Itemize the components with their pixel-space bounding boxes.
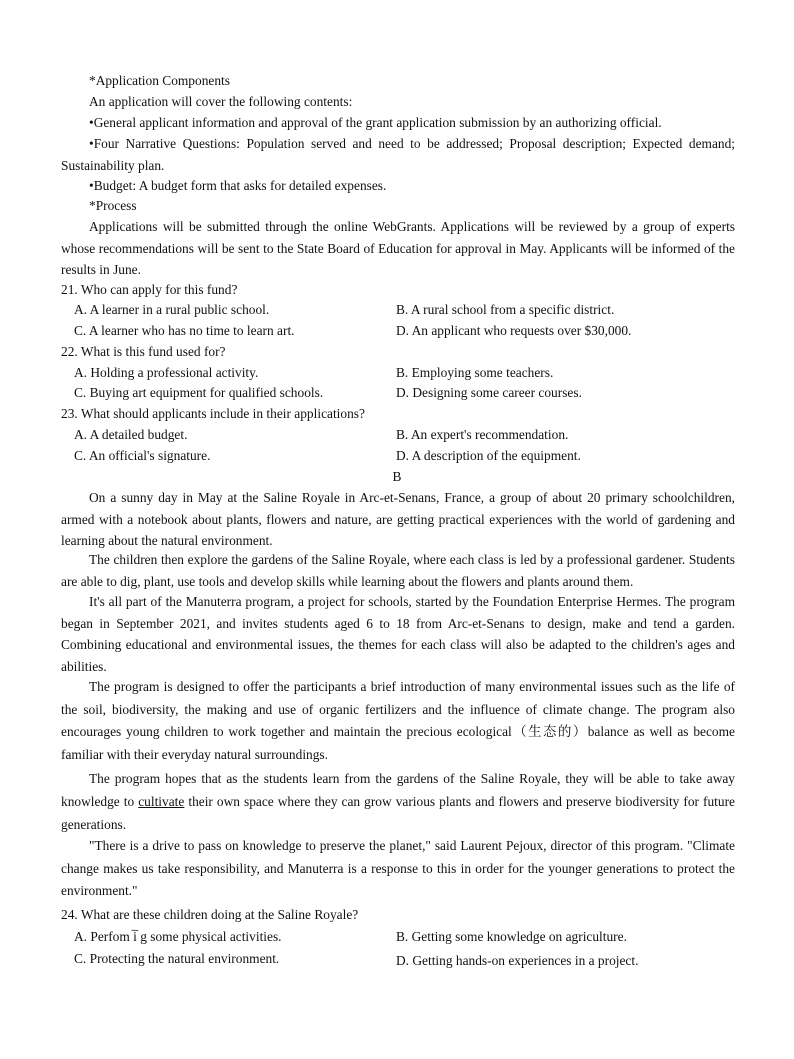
bullet-item: •Budget: A budget form that asks for detailed expenses. [89,178,387,193]
option-a[interactable]: A. A learner in a rural public school. [74,302,270,317]
passage-paragraph: It's all part of the Manuterra program, a project for schools, started by the Foundation Enterprise Hermes. The program began in September 2021, and invites students aged 6 to 18 from Arc-et-Senans to design, make and tend a garden. Combining educational and environmental issues, the themes for each class will also be adapted to the children's ages and abilities. [61,594,735,674]
question-stem: 22. What is this fund used for? [61,344,226,359]
components-heading: *Application Components [89,73,230,88]
option-a[interactable]: A. Holding a professional activity. [74,365,259,380]
option-c[interactable]: C. A learner who has no time to learn art. [74,323,295,338]
option-c[interactable]: C. Buying art equipment for qualified schools. [74,385,324,400]
process-paragraph: Applications will be submitted through the online WebGrants. Applications will be reviewed by a group of experts whose recommendations will be sent to the State Board of Education for approval in May. Applicants will be informed of the results in June. [61,219,735,278]
passage-quote: "There is a drive to pass on knowledge to preserve the planet," said Laurent Pejoux, director of this program. "Climate change makes us take responsibility, and Manuterra is a response to this in order for the younger generations to protect the environment." [61,838,735,898]
underlined-word: cultivate [138,794,185,809]
passage-text: The program hopes that as the students learn from the gardens of the Saline Royale, they will be able to take away knowledge to [61,771,735,809]
bullet-item: •Four Narrative Questions: Population served and need to be addressed; Proposal description; Expected demand; Sustainability plan. [61,136,735,173]
question-stem: 23. What should applicants include in their applications? [61,406,365,421]
option-b[interactable]: B. Getting some knowledge on agriculture. [396,929,627,944]
passage-paragraph: On a sunny day in May at the Saline Royale in Arc-et-Senans, France, a group of about 20 primary schoolchildren, armed with a notebook about plants, flowers and nature, are getting practical experiences with the world of gardening and learning about the natural environment. [61,490,735,549]
option-c[interactable]: C. An official's signature. [74,448,211,463]
option-b[interactable]: B. An expert's recommendation. [396,427,569,442]
option-d[interactable]: D. Designing some career courses. [396,385,582,400]
option-c[interactable]: C. Protecting the natural environment. [74,951,280,966]
option-a[interactable]: A. Perfom i̅ g some physical activities. [74,929,282,944]
question-stem: 21. Who can apply for this fund? [61,282,238,297]
section-b-label: B [392,469,402,484]
passage-paragraph [61,767,735,836]
passage-paragraph: The program is designed to offer the participants a brief introduction of many environmental issues such as the life of the soil, biodiversity, the making and use of organic fertilizers and the influence of climate change. The program also encourages young children to work together and maintain the precious ecological（生态的）balance as well as become familiar with their everyday natural surroundings. [61,679,735,762]
passage-text: their own space where they can grow various plants and flowers and preserve biodiversity for future generations. [61,794,735,832]
option-d[interactable]: D. Getting hands-on experiences in a project. [396,953,639,968]
option-a[interactable]: A. A detailed budget. [74,427,188,442]
option-b[interactable]: B. Employing some teachers. [396,365,554,380]
option-d[interactable]: D. A description of the equipment. [396,448,581,463]
question-stem: 24. What are these children doing at the Saline Royale? [61,907,359,922]
bullet-item: •General applicant information and approval of the grant application submission by an authorizing official. [89,115,662,130]
option-b[interactable]: B. A rural school from a specific district. [396,302,615,317]
components-intro: An application will cover the following contents: [89,94,353,109]
option-d[interactable]: D. An applicant who requests over $30,000. [396,323,632,338]
passage-paragraph: The children then explore the gardens of the Saline Royale, where each class is led by a professional gardener. Students are able to dig, plant, use tools and develop skills while learning about the flowers and plants around them. [61,552,735,589]
process-heading: *Process [89,198,137,213]
